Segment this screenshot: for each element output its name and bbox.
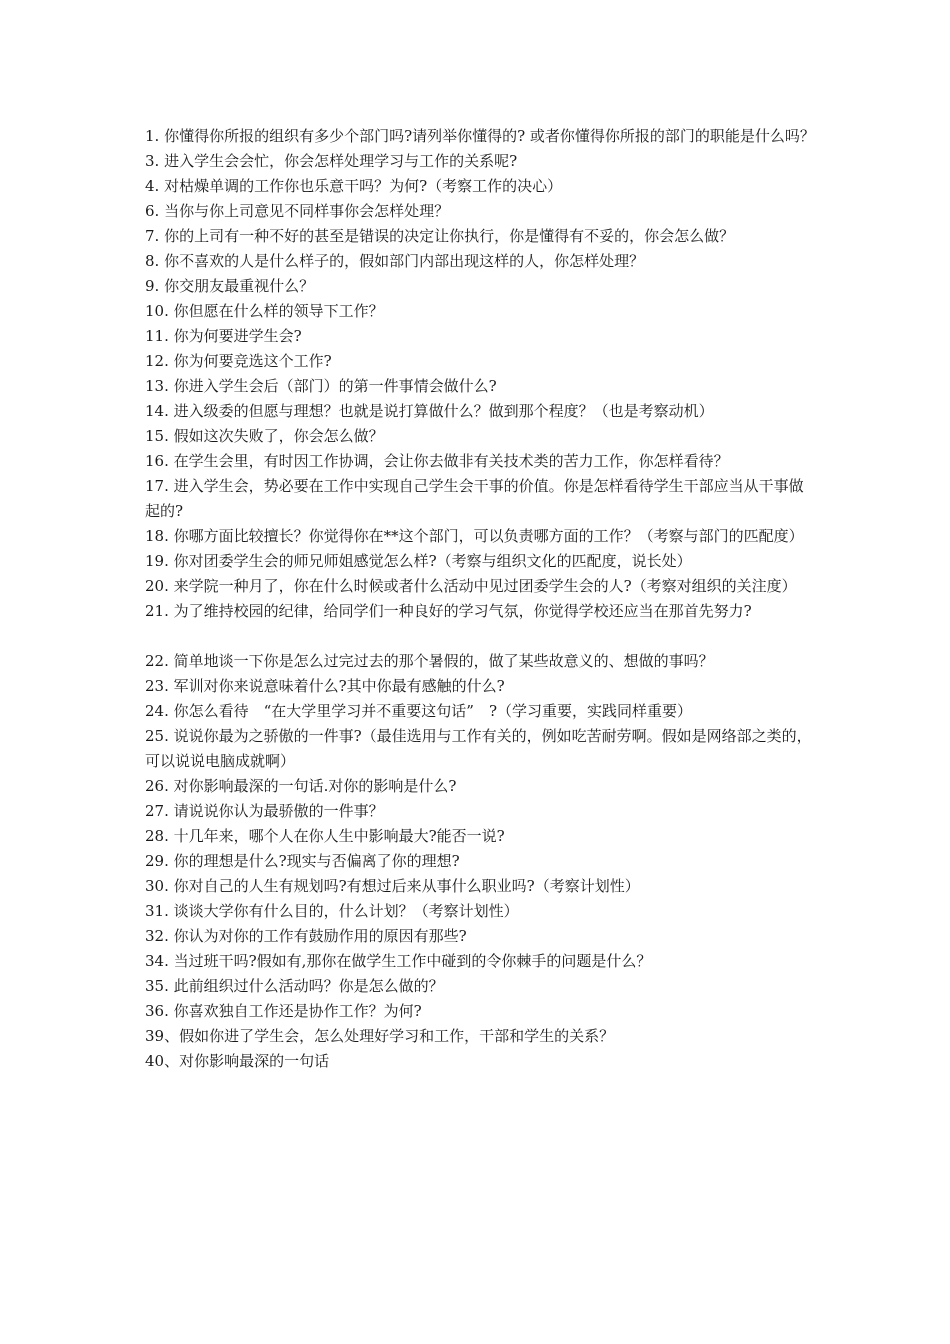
- question-item: 12. 你为何要竞选这个工作?: [145, 352, 332, 370]
- document-body: [145, 124, 817, 1074]
- question-item: 16. 在学生会里，有时因工作协调，会让你去做非有关技术类的苦力工作，你怎样看待？: [145, 452, 729, 470]
- question-item: 20. 来学院一种月了，你在什么时候或者什么活动中见过团委学生会的人?（考察对组织的关注度）: [145, 577, 797, 595]
- question-item: 10. 你但愿在什么样的领导下工作？: [145, 302, 384, 320]
- question-item: 11. 你为何要进学生会?: [145, 327, 302, 345]
- question-item: 25. 说说你最为之骄傲的一件事?（最佳选用与工作有关的，例如吃苦耐劳啊。假如是网络部之类的，可以说说电脑成就啊）: [145, 727, 812, 770]
- question-item: 40、对你影响最深的一句话: [145, 1052, 330, 1070]
- blank-line: [145, 624, 817, 649]
- question-item: 21. 为了维持校园的纪律，给同学们一种良好的学习气氛，你觉得学校还应当在那首先努力?: [145, 602, 752, 620]
- question-item: 23. 军训对你来说意味着什么?其中你最有感触的什么?: [145, 677, 505, 695]
- question-item: 8. 你不喜欢的人是什么样子的，假如部门内部出现这样的人，你怎样处理？: [145, 252, 645, 270]
- question-item: 32. 你认为对你的工作有鼓励作用的原因有那些?: [145, 927, 467, 945]
- question-item: 27. 请说说你认为最骄傲的一件事？: [145, 802, 384, 820]
- question-item: 22. 简单地谈一下你是怎么过完过去的那个暑假的，做了某些故意义的、想做的事吗？: [145, 652, 714, 670]
- question-item: 28. 十几年来，哪个人在你人生中影响最大?能否一说?: [145, 827, 505, 845]
- question-item: 26. 对你影响最深的一句话.对你的影响是什么?: [145, 777, 457, 795]
- question-item: 19. 你对团委学生会的师兄师姐感觉怎么样?（考察与组织文化的匹配度，说长处）: [145, 552, 692, 570]
- question-item: 4. 对枯燥单调的工作你也乐意干吗？为何?（考察工作的决心）: [145, 177, 563, 195]
- question-item: 35. 此前组织过什么活动吗？你是怎么做的？: [145, 977, 444, 995]
- question-item: 14. 进入级委的但愿与理想？也就是说打算做什么？做到那个程度？（也是考察动机）: [145, 402, 714, 420]
- question-item: 17. 进入学生会，势必要在工作中实现自己学生会干事的价值。你是怎样看待学生干部应当从干事做起的?: [145, 477, 804, 520]
- question-item: 9. 你交朋友最重视什么？: [145, 277, 315, 295]
- question-item: 18. 你哪方面比较擅长？你觉得你在**这个部门，可以负责哪方面的工作？（考察与部门的匹配度）: [145, 527, 804, 545]
- question-item: 6. 当你与你上司意见不同样事你会怎样处理？: [145, 202, 450, 220]
- question-item: 29. 你的理想是什么?现实与否偏离了你的理想?: [145, 852, 460, 870]
- question-item: 13. 你进入学生会后（部门）的第一件事情会做什么?: [145, 377, 497, 395]
- question-item: 30. 你对自己的人生有规划吗?有想过后来从事什么职业吗?（考察计划性）: [145, 877, 640, 895]
- question-item: 24. 你怎么看待 “在大学里学习并不重要这句话” ?（学习重要，实践同样重要）: [145, 702, 693, 720]
- question-item: 15. 假如这次失败了，你会怎么做？: [145, 427, 384, 445]
- question-item: 31. 谈谈大学你有什么目的，什么计划？（考察计划性）: [145, 902, 519, 920]
- question-item: 7. 你的上司有一种不好的甚至是错误的决定让你执行，你是懂得有不妥的，你会怎么做？: [145, 227, 735, 245]
- question-item: 34. 当过班干吗?假如有,那你在做学生工作中碰到的令你棘手的问题是什么？: [145, 952, 652, 970]
- question-item: 39、假如你进了学生会，怎么处理好学习和工作，干部和学生的关系？: [145, 1027, 615, 1045]
- question-item: 1. 你懂得你所报的组织有多少个部门吗?请列举你懂得的? 或者你懂得你所报的部门的职能是什么吗？: [145, 127, 815, 145]
- question-item: 36. 你喜欢独自工作还是协作工作？为何?: [145, 1002, 422, 1020]
- question-item: 3. 进入学生会会忙，你会怎样处理学习与工作的关系呢?: [145, 152, 518, 170]
